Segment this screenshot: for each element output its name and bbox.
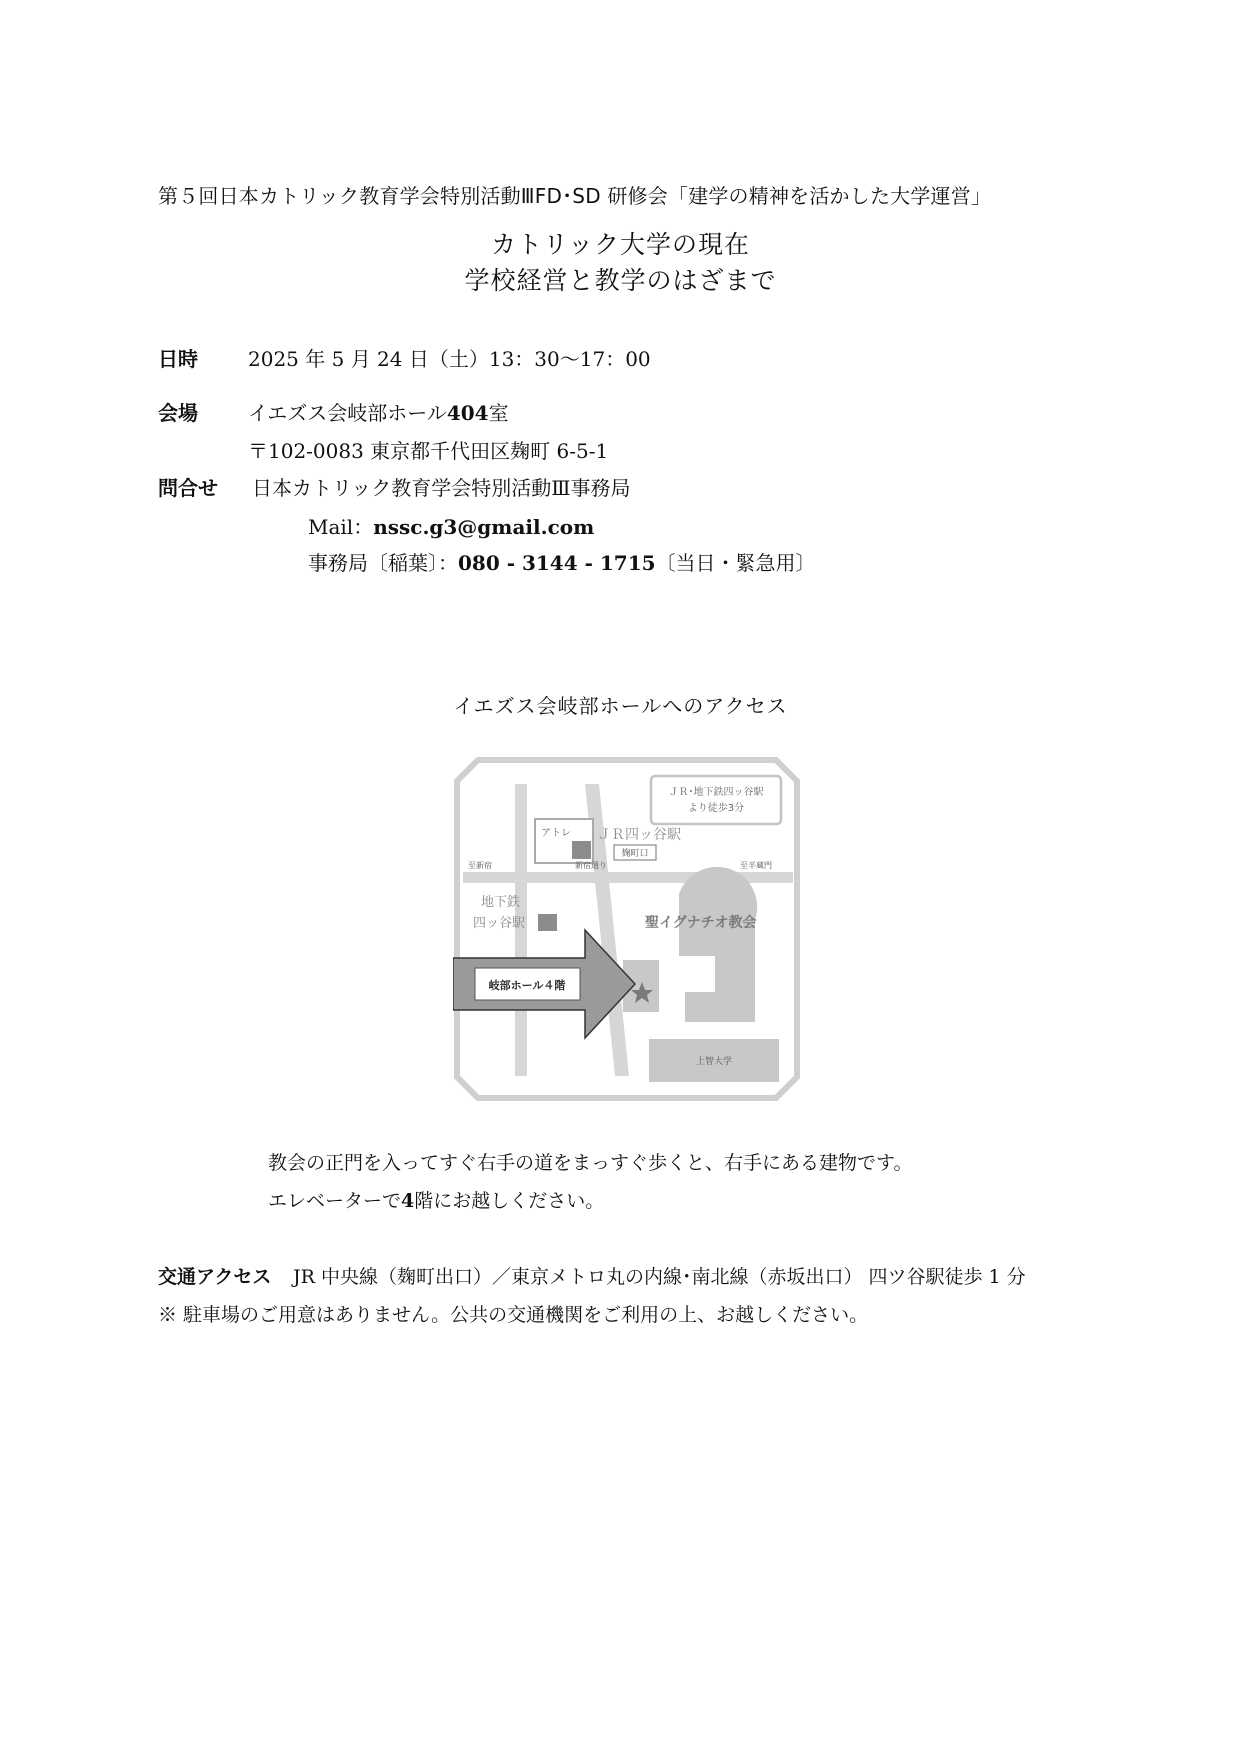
right-road-label: 至半蔵門: [740, 861, 772, 870]
church-building: [679, 867, 757, 1022]
left-road-label: 至新宿: [468, 861, 492, 870]
mail-address[interactable]: nssc.g3@gmail.com: [373, 515, 595, 539]
venue-line: [248, 397, 509, 426]
jr-station-block: [572, 841, 591, 859]
venue-name: イエズス会岐部ホール: [248, 401, 447, 425]
station-box-line1: ＪＲ･地下鉄四ッ谷駅: [668, 787, 764, 798]
station-info-box: [651, 776, 781, 824]
instructions-line2-pre: エレベーターで: [268, 1190, 402, 1212]
university-label: 上智大学: [695, 1057, 733, 1067]
transport-label: 交通アクセス: [158, 1266, 272, 1288]
transport-value: JR 中央線（麹町出口）／東京メトロ丸の内線･南北線（赤坂出口） 四ツ谷駅徒歩 1 分: [293, 1266, 1026, 1288]
phone-note: 〔当日・緊急用〕: [655, 551, 816, 575]
station-box-line2: より徒歩3分: [687, 803, 745, 814]
access-map: [453, 756, 801, 1102]
instructions-line2-post: 階にお越しください。: [414, 1190, 605, 1212]
venue-room-number: 404: [446, 401, 489, 425]
phone-number[interactable]: 080 - 3144 - 1715: [458, 551, 656, 575]
mail-line: [308, 511, 594, 540]
venue-label: 会場: [158, 401, 198, 425]
phone-line: [308, 547, 816, 576]
contact-org: 日本カトリック教育学会特別活動Ⅲ事務局: [252, 476, 631, 500]
instructions-line1: 教会の正門を入ってすぐ右手の道をまっすぐ歩くと、右手にある建物です。: [268, 1152, 913, 1174]
hall-label: 岐部ホール４階: [488, 979, 566, 992]
datetime-value: 2025 年 5 月 24 日（土）13：30〜17：00: [248, 347, 651, 371]
page-title-line2: 学校経営と教学のはざまで: [464, 266, 777, 295]
event-line: 第５回日本カトリック教育学会特別活動ⅢFD･SD 研修会「建学の精神を活かした大学運営」: [158, 184, 992, 208]
page-title-line1: カトリック大学の現在: [490, 230, 750, 259]
contact-label: 問合せ: [158, 476, 218, 500]
mail-label: Mail：: [308, 515, 374, 539]
venue-room-suffix: 室: [488, 401, 509, 425]
phone-label: 事務局〔稲葉〕：: [308, 551, 458, 575]
center-road-label: 新宿通り: [575, 861, 607, 870]
subway-station-block: [538, 914, 557, 931]
kojimachi-exit-label: 麹町口: [621, 849, 649, 859]
subway-label-line1: 地下鉄: [481, 895, 521, 910]
instructions-floor-number: 4: [401, 1190, 415, 1212]
jr-station-label: ＪＲ四ッ谷駅: [597, 827, 681, 843]
subway-label-line2: 四ッ谷駅: [473, 916, 526, 931]
access-heading: イエズス会岐部ホールへのアクセス: [453, 694, 788, 718]
datetime-label: 日時: [158, 347, 198, 371]
church-label: 聖イグナチオ教会: [645, 915, 757, 931]
parking-note: ※ 駐車場のご用意はありません。公共の交通機関をご利用の上、お越しください。: [158, 1304, 869, 1326]
atre-label: アトレ: [541, 828, 571, 839]
instructions-line2: [268, 1186, 604, 1213]
venue-address: 〒102-0083 東京都千代田区麹町 6-5-1: [248, 439, 609, 463]
